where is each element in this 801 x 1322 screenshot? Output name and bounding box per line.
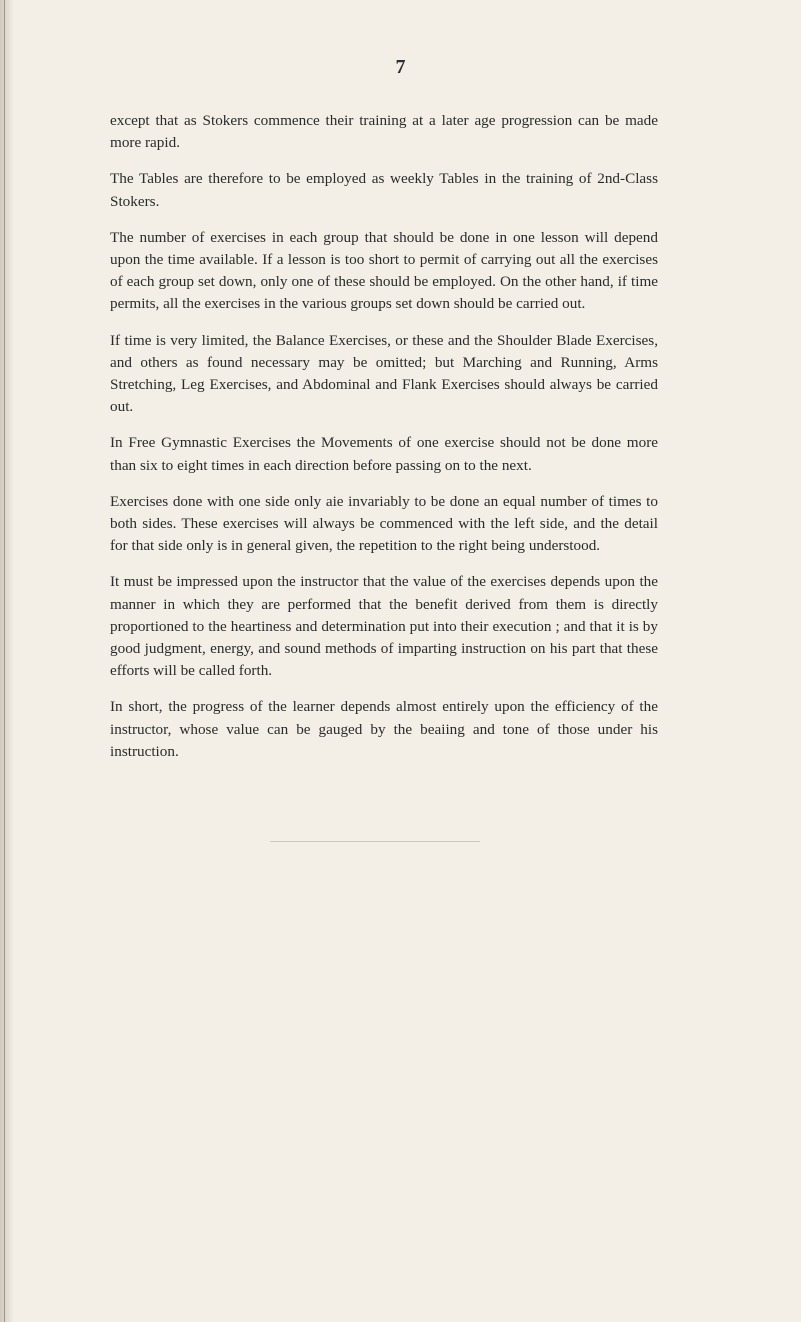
paragraph-7: It must be impressed upon the instructor that the value of the exercises depends upon the manner in which they are performed that the benefit derived from them is directly proportioned to the heartiness and determination put into their execution ; and that it is by good judgment, energy, and sound methods of imparting instruction on his part that these efforts will be called forth.	[110, 573, 658, 680]
page-edge-line	[4, 0, 5, 1322]
paragraph-1: except that as Stokers commence their training at a later age progression can be made more rapid.	[110, 112, 658, 152]
page-edge-shadow	[0, 0, 14, 1322]
paragraph-3: The number of exercises in each group that should be done in one lesson will depend upon the time available. If a lesson is too short to permit of carrying out all the exercises of each group set down, only one of these should be employed. On the other hand, if time permits, all the exercises in the various groups set down should be carried out.	[110, 228, 658, 313]
body-text	[110, 110, 658, 777]
paragraph-4: If time is very limited, the Balance Exercises, or these and the Shoulder Blade Exercises, and others as found necessary may be omitted; but Marching and Running, Arms Stretching, Leg Exercises, and Abdominal and Flank Exercises should always be carried out.	[110, 331, 658, 416]
footer-rule	[270, 841, 480, 842]
paragraph-2: The Tables are therefore to be employed as weekly Tables in the training of 2nd-Class Stokers.	[110, 170, 658, 210]
paragraph-6: Exercises done with one side only aie invariably to be done an equal number of times to both sides. These exercises will always be commenced with the left side, and the detail for that side only is in general given, the repetition to the right being understood.	[110, 492, 658, 555]
paragraph-8: In short, the progress of the learner depends almost entirely upon the efficiency of the instructor, whose value can be gauged by the beaiing and tone of those under his instruction.	[110, 698, 658, 760]
page-number: 7	[395, 56, 406, 78]
paragraph-5: In Free Gymnastic Exercises the Movements of one exercise should not be done more than six to eight times in each direction before passing on to the next.	[110, 434, 658, 474]
